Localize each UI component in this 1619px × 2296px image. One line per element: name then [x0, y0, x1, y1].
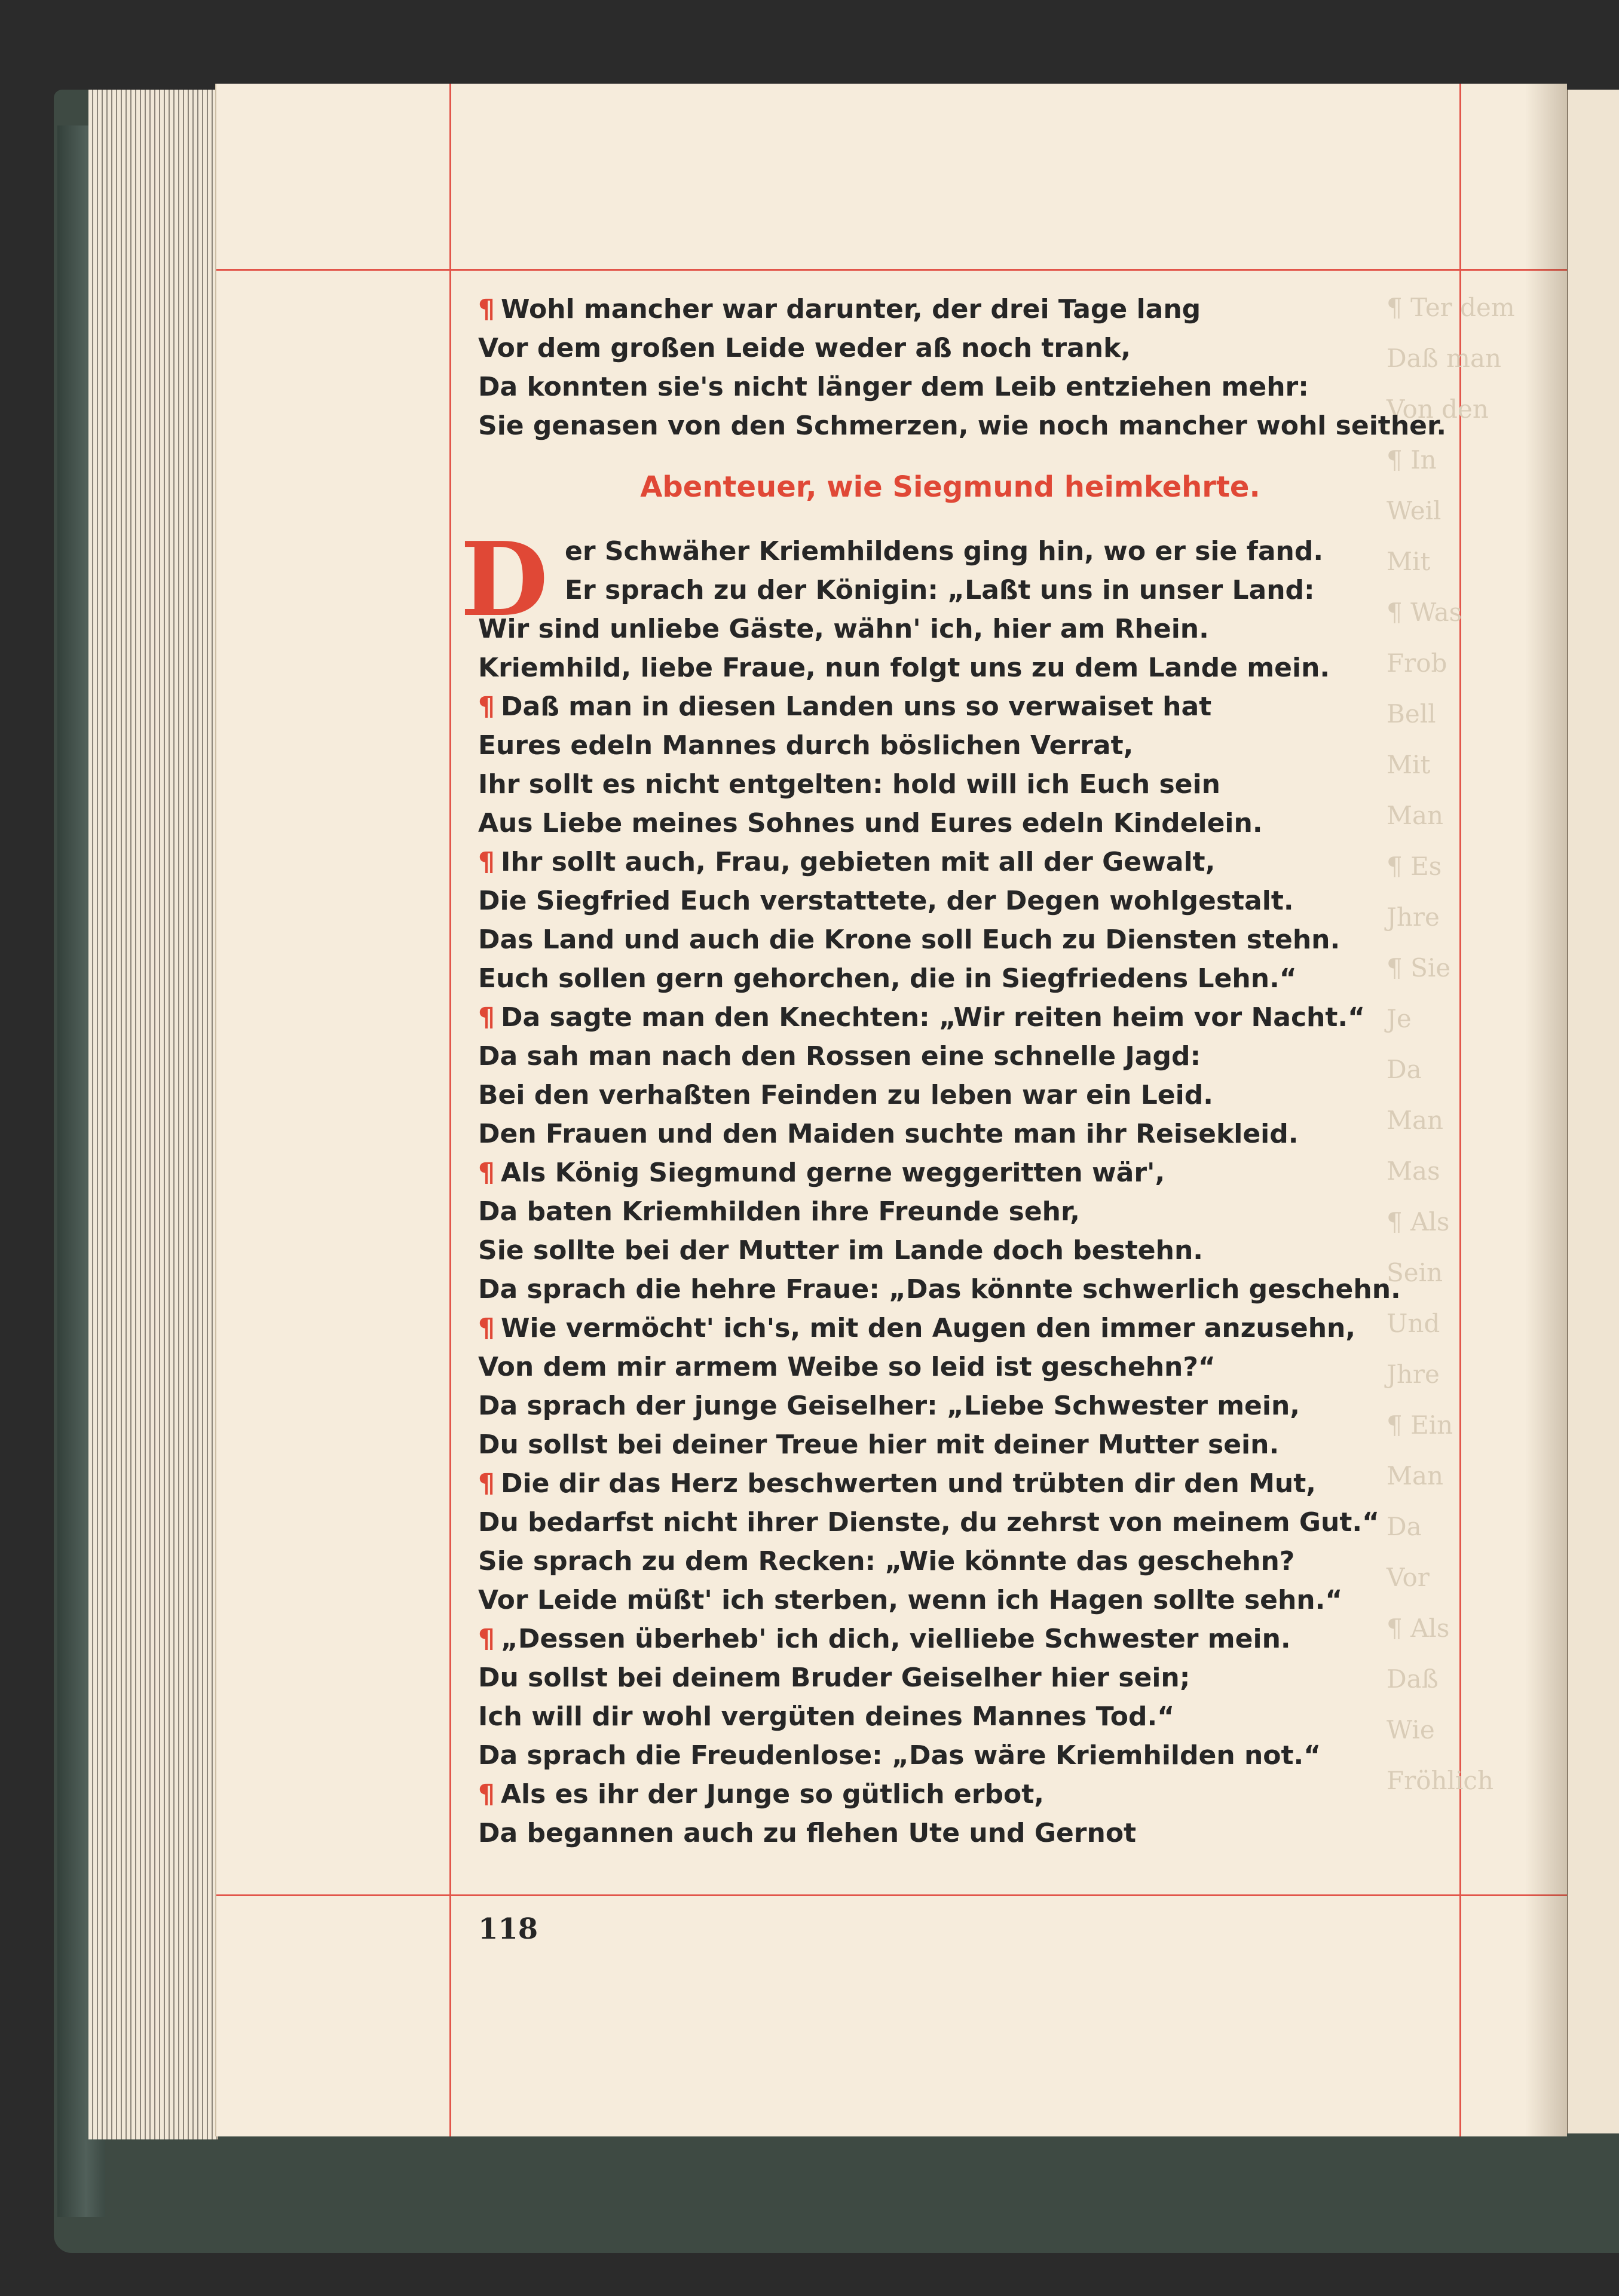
- paragraph-mark-icon: ¶: [478, 294, 495, 324]
- ghost-line: Weil: [1387, 496, 1442, 525]
- verse-text: Sie genasen von den Schmerzen, wie noch mancher wohl seither.: [478, 411, 1447, 441]
- paragraph-mark-icon: ¶: [478, 691, 495, 722]
- verse-line: [478, 1153, 1434, 1192]
- verse-text: Kriemhild, liebe Fraue, nun folgt uns zu dem Lande mein.: [478, 653, 1330, 683]
- verse-text: Sie sollte bei der Mutter im Lande doch bestehn.: [478, 1235, 1204, 1266]
- verse-line: [478, 1814, 1434, 1853]
- verse-line: [478, 1425, 1434, 1464]
- verse-line: [478, 765, 1434, 804]
- ghost-line: Fröhlich: [1387, 1766, 1493, 1795]
- verse-text: Die Siegfried Euch verstattete, der Degen wohlgestalt.: [478, 886, 1294, 916]
- verse-line: [478, 648, 1434, 687]
- right-rule: [1459, 84, 1461, 2136]
- ghost-line: Wie: [1387, 1715, 1435, 1744]
- verse-line: [478, 1309, 1434, 1348]
- paragraph-mark-icon: ¶: [478, 1002, 495, 1033]
- verse-text: Ihr sollt es nicht entgelten: hold will ich Euch sein: [478, 769, 1220, 800]
- verse-line: [478, 1464, 1434, 1503]
- ghost-line: Da: [1387, 1055, 1422, 1084]
- verse-text: Vor dem großen Leide weder aß noch trank,: [478, 333, 1131, 363]
- paragraph-mark-icon: ¶: [478, 847, 495, 877]
- ghost-line: Vor: [1387, 1563, 1430, 1592]
- verse-text: Die dir das Herz beschwerten und trübten dir den Mut,: [501, 1468, 1316, 1499]
- ghost-line: Frob: [1387, 648, 1447, 678]
- verse-line: [478, 1697, 1434, 1736]
- verse-line: [478, 1503, 1434, 1542]
- verse-line: [478, 1192, 1434, 1231]
- verse-text: Bei den verhaßten Feinden zu leben war ein Leid.: [478, 1080, 1213, 1110]
- verse-line: [478, 1270, 1434, 1309]
- verse-line: [478, 804, 1434, 843]
- verse-line: [478, 406, 1447, 445]
- paragraph-mark-icon: ¶: [478, 1468, 495, 1499]
- ghost-line: ¶ Sie: [1387, 953, 1451, 982]
- verse-line: [478, 959, 1434, 998]
- verse-text: Da sprach der junge Geiselher: „Liebe Schwester mein,: [478, 1391, 1300, 1421]
- ghost-line: Bell: [1387, 699, 1436, 728]
- page-number: 118: [478, 1912, 538, 1946]
- paragraph-mark-icon: ¶: [478, 1158, 495, 1188]
- verse-text: Du sollst bei deiner Treue hier mit deiner Mutter sein.: [478, 1429, 1280, 1460]
- bottom-rule: [216, 1894, 1567, 1896]
- ghost-line: Und: [1387, 1309, 1440, 1338]
- verse-line: [478, 1386, 1434, 1425]
- verse-text: Als König Siegmund gerne weggeritten wär',: [501, 1158, 1165, 1188]
- ghost-line: Da: [1387, 1512, 1422, 1541]
- ghost-line: Man: [1387, 1461, 1444, 1490]
- verse-line: [478, 881, 1434, 920]
- verse-text: Als es ihr der Junge so gütlich erbot,: [501, 1779, 1044, 1810]
- verse-text: Ihr sollt auch, Frau, gebieten mit all der Gewalt,: [501, 847, 1216, 877]
- paragraph-mark-icon: ¶: [478, 1779, 495, 1810]
- ghost-line: ¶ Was: [1387, 598, 1462, 627]
- verse-text: Wir sind unliebe Gäste, wähn' ich, hier am Rhein.: [478, 614, 1209, 644]
- verse-text: Den Frauen und den Maiden suchte man ihr Reisekleid.: [478, 1119, 1299, 1149]
- top-rule: [216, 269, 1567, 271]
- ghost-line: Mit: [1387, 547, 1431, 576]
- verse-text: Vor Leide müßt' ich sterben, wenn ich Hagen sollte sehn.“: [478, 1585, 1343, 1615]
- verse-line: [478, 1348, 1434, 1386]
- verse-line: [478, 1775, 1434, 1814]
- page-edges: [88, 90, 218, 2139]
- verse-text: „Dessen überheb' ich dich, vielliebe Schwester mein.: [501, 1624, 1291, 1654]
- ghost-line: Mas: [1387, 1156, 1440, 1186]
- ghost-line: Mit: [1387, 750, 1431, 779]
- ghost-line: ¶ Als: [1387, 1207, 1450, 1236]
- ghost-line: Daß: [1387, 1664, 1439, 1694]
- verse-text: Sie sprach zu dem Recken: „Wie könnte das geschehn?: [478, 1546, 1295, 1576]
- verse-line: [478, 1581, 1434, 1620]
- verse-line: [478, 1542, 1434, 1581]
- ghost-line: Daß man: [1387, 344, 1502, 373]
- verse-text: Wohl mancher war darunter, der drei Tage lang: [501, 294, 1201, 324]
- verse-line: [478, 1076, 1434, 1115]
- ghost-line: Je: [1387, 1004, 1412, 1033]
- verse-text: Das Land und auch die Krone soll Euch zu Diensten stehn.: [478, 924, 1341, 955]
- opening-line-1: er Schwäher Kriemhildens ging hin, wo er sie fand.: [565, 536, 1324, 567]
- verse-text: Aus Liebe meines Sohnes und Eures edeln Kindelein.: [478, 808, 1263, 838]
- verse-text: Ich will dir wohl vergüten deines Mannes Tod.“: [478, 1701, 1175, 1732]
- facing-page-edge: [1566, 90, 1619, 2133]
- verse-line: [478, 290, 1434, 329]
- verse-line: [478, 1231, 1434, 1270]
- verse-body: [478, 610, 1434, 1853]
- verse-text: Da sprach die hehre Fraue: „Das könnte schwerlich geschehn.: [478, 1274, 1401, 1305]
- verse-line: [478, 1658, 1434, 1697]
- verse-line: [478, 368, 1434, 406]
- verse-line: [478, 998, 1434, 1037]
- paragraph-mark-icon: ¶: [478, 1313, 495, 1343]
- verse-text: Da sagte man den Knechten: „Wir reiten heim vor Nacht.“: [501, 1002, 1366, 1033]
- verse-line: [478, 610, 1434, 648]
- verse-line: [478, 1736, 1434, 1775]
- verse-line: [478, 687, 1434, 726]
- verse-text: Da sprach die Freudenlose: „Das wäre Kriemhilden not.“: [478, 1740, 1321, 1771]
- verse-text: Eures edeln Mannes durch böslichen Verrat,: [478, 730, 1134, 761]
- verse-text: Da sah man nach den Rossen eine schnelle Jagd:: [478, 1041, 1201, 1072]
- ghost-line: ¶ Als: [1387, 1614, 1450, 1643]
- verse-line: [478, 329, 1434, 368]
- ghost-line: ¶ In: [1387, 445, 1437, 474]
- ghost-line: Jhre: [1387, 1360, 1440, 1389]
- verse-text: Da begannen auch zu flehen Ute und Gernot: [478, 1818, 1137, 1848]
- verse-text: Da konnten sie's nicht länger dem Leib entziehen mehr:: [478, 372, 1309, 402]
- verse-line: [478, 843, 1434, 881]
- verse-line: [478, 920, 1434, 959]
- verse-text: Von dem mir armem Weibe so leid ist geschehn?“: [478, 1352, 1216, 1382]
- verse-line: [478, 1037, 1434, 1076]
- ghost-line: Jhre: [1387, 902, 1440, 932]
- verse-line: [478, 726, 1434, 765]
- verse-text: Du bedarfst nicht ihrer Dienste, du zehrst von meinem Gut.“: [478, 1507, 1379, 1538]
- verse-text: Wie vermöcht' ich's, mit den Augen den immer anzusehn,: [501, 1313, 1356, 1343]
- opening-line-2: Er sprach zu der Königin: „Laßt uns in unser Land:: [565, 575, 1315, 605]
- drop-cap: D: [460, 520, 549, 639]
- verse-text: Euch sollen gern gehorchen, die in Siegfriedens Lehn.“: [478, 963, 1297, 994]
- paragraph-mark-icon: ¶: [478, 1624, 495, 1654]
- ghost-line: Von den: [1387, 394, 1489, 424]
- ghost-line: Man: [1387, 801, 1444, 830]
- ghost-line: ¶ Es: [1387, 852, 1442, 881]
- ghost-line: ¶ Ein: [1387, 1410, 1453, 1440]
- verse-text: Du sollst bei deinem Bruder Geiselher hier sein;: [478, 1663, 1190, 1693]
- chapter-title: Abenteuer, wie Siegmund heimkehrte.: [640, 470, 1260, 504]
- verse-text: Daß man in diesen Landen uns so verwaiset hat: [501, 691, 1212, 722]
- verse-line: [478, 1115, 1434, 1153]
- verse-text: Da baten Kriemhilden ihre Freunde sehr,: [478, 1196, 1080, 1227]
- ghost-line: ¶ Ter dem: [1387, 293, 1515, 322]
- left-rule: [449, 84, 451, 2136]
- ghost-line: Sein: [1387, 1258, 1443, 1287]
- ghost-line: Man: [1387, 1106, 1444, 1135]
- verse-line: [478, 1620, 1434, 1658]
